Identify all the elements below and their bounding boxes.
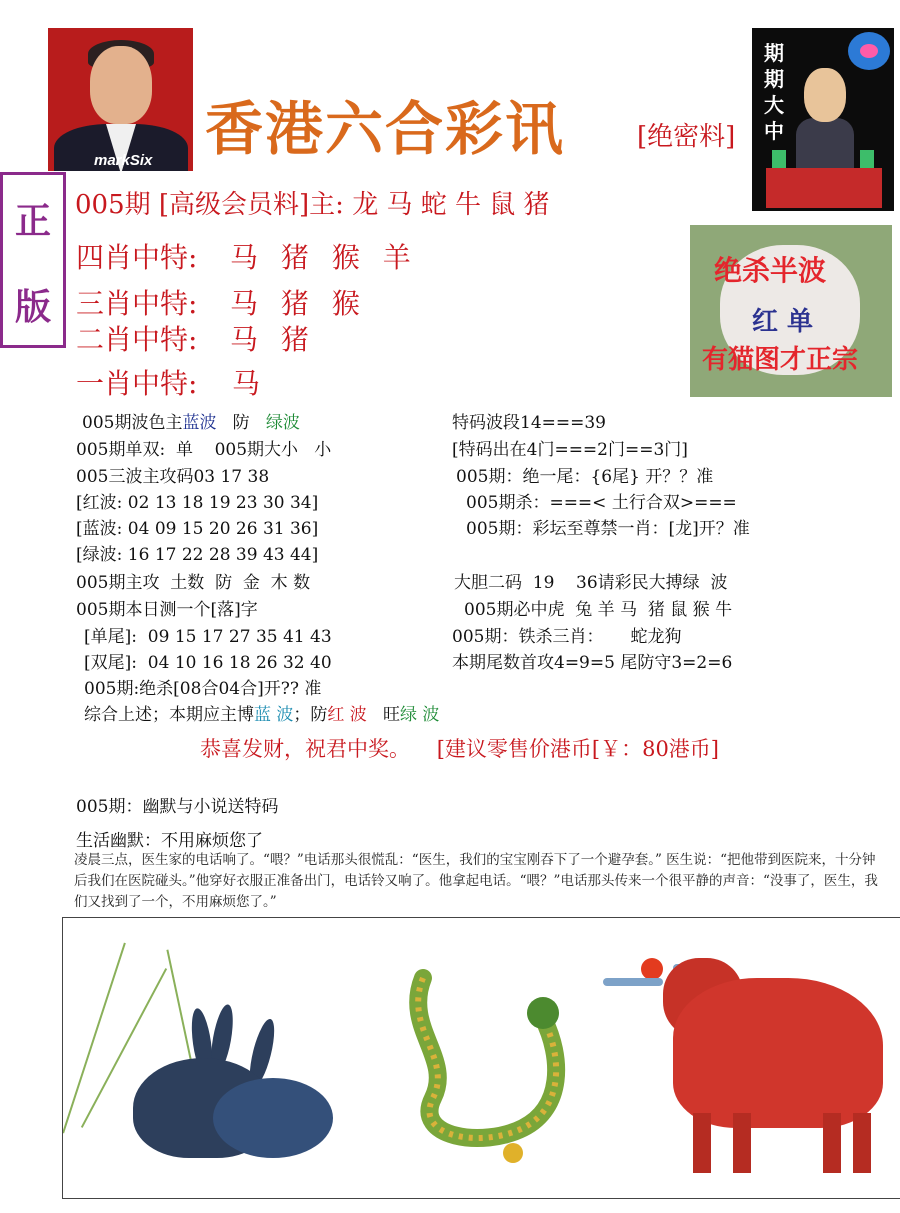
summary-blue: 蓝 波 [254,705,294,725]
daily-word-line: 005期本日测一个[落]字 [76,600,258,620]
page-title: 香港六合彩讯 [205,95,566,163]
ox-leg [733,1113,751,1173]
red-wave-numbers: 02 13 18 19 23 30 34] [127,493,319,513]
cat-text-1: 绝杀半波 [714,254,827,287]
cartoon-text: 期期大中 [764,41,784,143]
pick-4-value: 马 猪 猴 羊 [230,241,411,274]
bold-two-line: 大胆二码 19 36请彩民大搏绿 波 [454,573,728,593]
pick-2-value: 马 猪 [230,323,309,356]
cartoon-image [752,28,894,211]
main-zodiac-line: 005期 [高级会员料]主: 龙 马 蛇 牛 鼠 猪 [75,190,550,220]
cartoon-body [796,118,854,174]
stamp-char-2: 版 [15,286,52,328]
wave-color-line [82,408,300,433]
story-title: 生活幽默：不用麻烦您了 [76,831,263,851]
cartoon-head [804,68,846,122]
must-win-line: 005期必中虎 兔 羊 马 猪 鼠 猴 牛 [464,600,733,620]
summary-line [84,700,439,725]
cloud-icon [603,978,663,986]
special-door-line: [特码出在4门===2门==3门] [452,440,688,460]
summary-mid2: 旺 [383,705,401,725]
pick-3-value: 马 猪 猴 [230,287,360,320]
forbidden-line: 005期：彩坛至尊禁一肖：[龙]开？准 [466,519,750,539]
wave-guard: 防 [232,413,250,433]
cat-promo-image [690,225,892,397]
special-range-line: 特码波段14===39 [452,413,606,433]
summary-red: 红 波 [327,705,367,725]
cartoon-table [766,168,882,208]
photo-caption: markSix [94,152,153,169]
wave-guard-color: 绿波 [265,413,300,433]
green-wave-label: [绿波: [76,545,123,565]
greeting-text: 恭喜发财，祝君中奖。 [200,737,410,761]
cat-text-2: 红 单 [752,307,814,337]
story-heading: 005期：幽默与小说送特码 [76,797,279,817]
green-wave-numbers: 16 17 22 28 39 43 44] [127,545,319,565]
cat-text-3: 有猫图才正宗 [702,345,859,375]
story-body: 凌晨三点，医生家的电话响了。“喂？”电话那头很慌乱：“医生，我们的宝宝刚吞下了一个避孕套。” 医生说：“把他带到医院来，十分钟后我们在医院碰头。”他穿好衣服正准备出门，电话铃又响了。他拿起电话。“喂？”电话那头传来一个很平静的声音：“没事了，医生，我们又找到了一个，不用麻烦您了。” [74,852,878,910]
blue-wave-numbers: 04 09 15 20 26 31 36] [127,519,319,539]
odd-even-line: 005期单双: 单 005期大小 小 [76,440,332,460]
blue-wave-line [76,514,318,539]
summary-green: 绿 波 [400,705,440,725]
photo-face [90,46,152,124]
ox-leg [823,1113,841,1173]
green-wave-line [76,540,318,565]
pick-4-label: 四肖中特: [76,241,198,274]
kill-combo-line: 005期杀：===< 土行合双>=== [466,493,737,513]
wave-prefix: 005期波色主 [82,413,183,433]
tail-attack-line: 本期尾数首攻4=9=5 尾防守3=2=6 [452,653,733,673]
red-wave-label: [红波: [76,493,123,513]
stamp-char-1: 正 [15,200,52,242]
ox-leg [693,1113,711,1173]
red-wave-line [76,488,318,513]
ox-figure [673,978,883,1128]
dragon-figure [393,938,573,1168]
single-tail-line: [单尾]: 09 15 17 27 35 41 43 [84,627,332,647]
tail-kill-line: 005期：绝一尾：{6尾} 开？？准 [456,467,714,487]
double-tail-line: [双尾]: 04 10 16 18 26 32 40 [84,653,332,673]
wave-main: 蓝波 [182,413,217,433]
page-subtitle: [绝密料] [637,122,736,152]
pick-2-label: 二肖中特: [76,323,198,356]
iron-kill-line: 005期：铁杀三肖： 蛇龙狗 [452,627,682,647]
zodiac-illustration [62,917,900,1199]
authentic-stamp [0,172,66,348]
presenter-photo [48,28,193,171]
blue-wave-label: [蓝波: [76,519,123,539]
pick-3-label: 三肖中特: [76,287,198,320]
pick-1-value: 马 [232,367,261,400]
rabbit-figure-2 [213,1078,333,1158]
price-text: [建议零售价港币[￥：80港币] [436,737,720,761]
summary-prefix: 综合上述；本期应主博 [84,705,254,725]
summary-mid: ；防 [293,705,328,725]
cartoon-bubble-dot [860,44,878,58]
ox-leg [853,1113,871,1173]
three-wave-line: 005三波主攻码03 17 38 [76,467,270,487]
sun-icon [641,958,663,980]
attack-line: 005期主攻 土数 防 金 木 数 [76,573,311,593]
greeting-price-line [200,733,719,763]
pick-1-label: 一肖中特: [76,367,198,400]
kill-line: 005期:绝杀[08合04合]开?? 准 [84,679,322,699]
